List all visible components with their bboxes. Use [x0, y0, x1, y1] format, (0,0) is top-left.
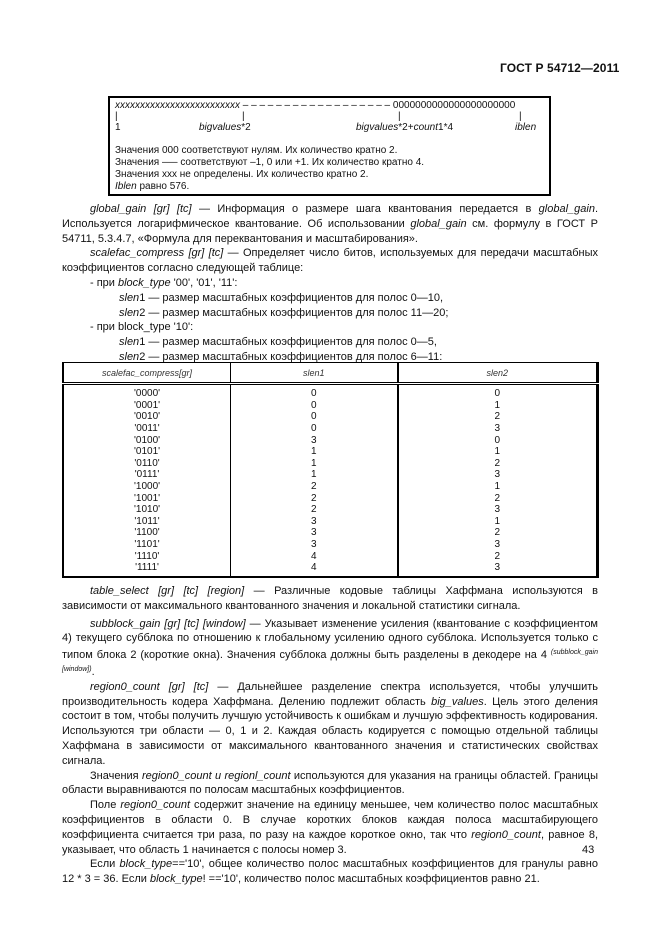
- note-iblen-var: Iblen: [115, 181, 137, 192]
- cell-scalefac-compress: '1010': [63, 504, 231, 516]
- cell-scalefac-compress: '1110': [63, 550, 231, 562]
- label-bv2-var: bigvalues: [356, 122, 399, 133]
- case-block-type-10: - при block_type '10':: [90, 321, 194, 334]
- cell-slen1: 3: [231, 516, 398, 528]
- cell-scalefac-compress: '1100': [63, 527, 231, 539]
- case-block-type-00-01-11: [62, 276, 598, 291]
- text: Поле: [90, 799, 121, 812]
- text: Значения: [90, 769, 142, 782]
- cell-scalefac-compress: '0000': [63, 384, 231, 400]
- cell-scalefac-compress: '0111': [63, 469, 231, 481]
- diagram-dashes: – – – – – – – – – – – – – – – – – –: [240, 100, 393, 111]
- term: slen: [119, 291, 140, 304]
- text: ! =='10', количество полос масштабных коэффициентов равно 21.: [202, 873, 540, 886]
- cell-slen1: 3: [231, 434, 398, 446]
- text: 2 — размер масштабных коэффициентов для полос 6—11:: [139, 350, 443, 363]
- text: .: [91, 665, 95, 678]
- table-row: [63, 562, 598, 577]
- text: . Цель этого деления состоит в том, чтобы получить лучшую устойчивость к ошибкам и лучшую эффективность кодирования. Используются три области — 0, 1 и 2. Каждая область кодируется с помощью отдельной таблицы Хаффмана в зависимости от максимального квантованного значения и статистических свойствах сигнала.: [62, 695, 598, 767]
- paragraph-region0-count: [62, 680, 598, 769]
- body-text-upper: [62, 202, 598, 365]
- text: , равное 8, указывает, что область 1 начинается с полосы номер 3.: [62, 828, 598, 856]
- diagram-sequence-line: [115, 100, 515, 112]
- cell-scalefac-compress: '1111': [63, 562, 231, 577]
- cell-slen2: 2: [398, 492, 598, 504]
- cell-slen1: 3: [231, 527, 398, 539]
- table-row: [63, 492, 598, 504]
- term: block_type: [149, 873, 203, 886]
- label-iblen: iblen: [515, 122, 537, 133]
- cell-slen1: 1: [231, 469, 398, 481]
- term: block_type: [118, 276, 171, 289]
- marker-3: |: [398, 111, 401, 122]
- cell-slen1: 4: [231, 562, 398, 577]
- cell-slen2: 2: [398, 458, 598, 470]
- cell-slen1: 0: [231, 411, 398, 423]
- term-subblock-gain: subblock_gain [gr] [tc] [window]: [90, 617, 246, 630]
- term: global_gain: [410, 217, 467, 230]
- cell-slen2: 2: [398, 550, 598, 562]
- paragraph-region-values: [62, 769, 598, 799]
- diagram-note-2: Значения —– соответствуют –1, 0 или +1. Их количество кратно 4.: [115, 157, 425, 168]
- column-header-slen1: slen1: [231, 363, 398, 384]
- text: содержит значение на единицу меньшее, чем количество полос масштабных коэффициентов в области 0. В случае коротких блоков каждая полоса масштабирующего коэффициента считается три раза, по разу на каждое короткое окно, так что: [62, 799, 598, 841]
- table-row: [63, 423, 598, 435]
- cell-slen2: 3: [398, 504, 598, 516]
- text: используются для указания на границы областей. Границы области выравниваются по полосам масштабных коэффициентов.: [62, 769, 598, 797]
- scalefac-compress-table: [62, 362, 599, 578]
- term: region0_count: [141, 769, 212, 782]
- paragraph-scalefac-compress: [62, 246, 598, 276]
- term: regionl_count: [224, 769, 291, 782]
- term-table-select: table_select [gr] [tc] [region]: [90, 585, 245, 597]
- table-row: [63, 469, 598, 481]
- cell-scalefac-compress: '0010': [63, 411, 231, 423]
- table-row: [63, 446, 598, 458]
- table-header-row: [63, 363, 598, 384]
- body-text-lower: [62, 584, 598, 887]
- text: . Используется логарифмическое квантование. Об использовании: [62, 203, 599, 230]
- table-row: [63, 516, 598, 528]
- cell-slen1: 1: [231, 458, 398, 470]
- label-bigvalues: [199, 122, 251, 134]
- cell-scalefac-compress: '1011': [63, 516, 231, 528]
- bitstream-diagram-box: [108, 96, 551, 196]
- cell-slen2: 0: [398, 434, 598, 446]
- table-row: [63, 504, 598, 516]
- text: =='10', общее количество полос масштабных коэффициентов для гранулы равно 12 * 3 = 36. Если: [62, 858, 598, 886]
- text: - при: [90, 276, 118, 289]
- table-row: [63, 527, 598, 539]
- case2-slen1: [62, 335, 598, 350]
- cell-slen2: 1: [398, 481, 598, 493]
- diagram-zeros: 0000000000000000000000: [392, 100, 516, 111]
- paragraph-subblock-gain: [62, 617, 598, 680]
- cell-slen1: 2: [231, 504, 398, 516]
- text: см. формулу в ГОСТ Р 54711, 5.3.4.7, «Формула для переквантования и масштабирования».: [62, 217, 598, 245]
- column-header-scalefac-compress: scalefac_compress[gr]: [63, 363, 231, 384]
- column-header-slen2: slen2: [398, 363, 598, 384]
- term: slen: [119, 350, 140, 363]
- cell-slen1: 4: [231, 550, 398, 562]
- text: — Информация о размере шага квантования передается в: [191, 203, 539, 215]
- cell-slen1: 3: [231, 539, 398, 551]
- cell-scalefac-compress: '0100': [63, 434, 231, 446]
- text: Если: [90, 858, 120, 871]
- marker-2: |: [242, 111, 245, 122]
- cell-scalefac-compress: '0011': [63, 423, 231, 435]
- cell-slen2: 1: [398, 516, 598, 528]
- case1-slen1: [62, 291, 598, 306]
- cell-slen2: 2: [398, 527, 598, 539]
- term: block_type: [119, 858, 173, 871]
- page-number: 43: [582, 844, 595, 856]
- cell-slen2: 3: [398, 562, 598, 577]
- label-start: 1: [115, 122, 121, 133]
- term-global-gain: global_gain [gr] [tc]: [90, 203, 192, 215]
- cell-slen1: 0: [231, 400, 398, 412]
- diagram-xs: xxxxxxxxxxxxxxxxxxxxxxxxx: [115, 100, 240, 111]
- cell-scalefac-compress: '0110': [63, 458, 231, 470]
- label-count-rest: 1*4: [438, 122, 454, 133]
- cell-slen1: 0: [231, 384, 398, 400]
- table-row: [63, 411, 598, 423]
- paragraph-region0-field: [62, 798, 598, 857]
- text: — Различные кодовые таблицы Хаффмана используются в зависимости от максимального квантованного значения и локальной статистики сигнала.: [62, 585, 598, 612]
- cell-slen1: 1: [231, 446, 398, 458]
- text: и: [211, 769, 225, 782]
- term-scalefac-compress: scalefac_compress [gr] [tc]: [90, 247, 224, 260]
- cell-slen2: 0: [398, 384, 598, 400]
- term: big_values: [431, 695, 484, 708]
- cell-scalefac-compress: '0101': [63, 446, 231, 458]
- cell-slen2: 3: [398, 469, 598, 481]
- diagram-note-4: [115, 181, 189, 193]
- cell-slen1: 2: [231, 492, 398, 504]
- cell-slen2: 2: [398, 411, 598, 423]
- label-bigvalues-count: [356, 122, 453, 134]
- note-iblen-rest: равно 576.: [136, 181, 190, 192]
- text: — Указывает изменение усиления (квантование с коэффициентом 4) текущего субблока по отношению к глобальному усилению одного субблока. Используется только с типом блока 2 (короткие окна). Значения субблока должны быть разделены в декодере на 4: [62, 617, 598, 662]
- cell-slen1: 2: [231, 481, 398, 493]
- cell-slen1: 0: [231, 423, 398, 435]
- cell-scalefac-compress: '1101': [63, 539, 231, 551]
- cell-slen2: 3: [398, 539, 598, 551]
- term: region0_count: [120, 799, 191, 812]
- paragraph-block-type-bands: [62, 857, 598, 887]
- text: 1 — размер масштабных коэффициентов для полос 0—5,: [139, 336, 437, 349]
- term-region0-count: region0_count [gr] [tc]: [90, 680, 209, 693]
- diagram-note-1: Значения 000 соответствуют нулям. Их количество кратно 2.: [115, 145, 398, 156]
- table-row: [63, 481, 598, 493]
- cell-slen2: 1: [398, 446, 598, 458]
- cell-scalefac-compress: '0001': [63, 400, 231, 412]
- term: global_gain: [538, 203, 595, 215]
- term: region0_count: [471, 828, 541, 841]
- label-bv2-mid: *2+: [398, 122, 414, 133]
- table-row: [63, 458, 598, 470]
- label-bigvalues-rest: *2: [241, 122, 251, 133]
- document-standard-title: ГОСТ Р 54712—2011: [500, 61, 620, 75]
- text: '00', '01', '11':: [170, 276, 238, 289]
- table-row: [63, 550, 598, 562]
- case1-slen2: [62, 306, 598, 321]
- superscript-subblock-gain-window: (subblock_gain [window]): [62, 649, 598, 673]
- text: 1 — размер масштабных коэффициентов для полос 0—10,: [139, 291, 444, 304]
- marker-4: |: [519, 111, 522, 122]
- term: slen: [119, 336, 140, 349]
- label-bigvalues-var: bigvalues: [199, 122, 242, 133]
- table-row: [63, 400, 598, 412]
- marker-1: |: [115, 111, 118, 122]
- cell-scalefac-compress: '1000': [63, 481, 231, 493]
- table-row: [63, 539, 598, 551]
- cell-scalefac-compress: '1001': [63, 492, 231, 504]
- diagram-note-3: Значения xxx не определены. Их количество кратно 2.: [115, 169, 369, 180]
- text: — Определяет число битов, используемых для передачи масштабных коэффициентов согласно следующей таблице:: [62, 247, 598, 275]
- text: 2 — размер масштабных коэффициентов для полос 11—20;: [139, 306, 449, 319]
- label-count-var: count: [413, 122, 439, 133]
- text: — Дальнейшее разделение спектра используется, чтобы улучшить производительность кодера Хаффмана. Делению подлежит область: [62, 680, 599, 708]
- paragraph-global-gain: [62, 202, 598, 246]
- cell-slen2: 1: [398, 400, 598, 412]
- paragraph-table-select: [62, 584, 598, 614]
- table-row: [63, 384, 598, 400]
- table-row: [63, 434, 598, 446]
- term: slen: [119, 306, 140, 319]
- cell-slen2: 3: [398, 423, 598, 435]
